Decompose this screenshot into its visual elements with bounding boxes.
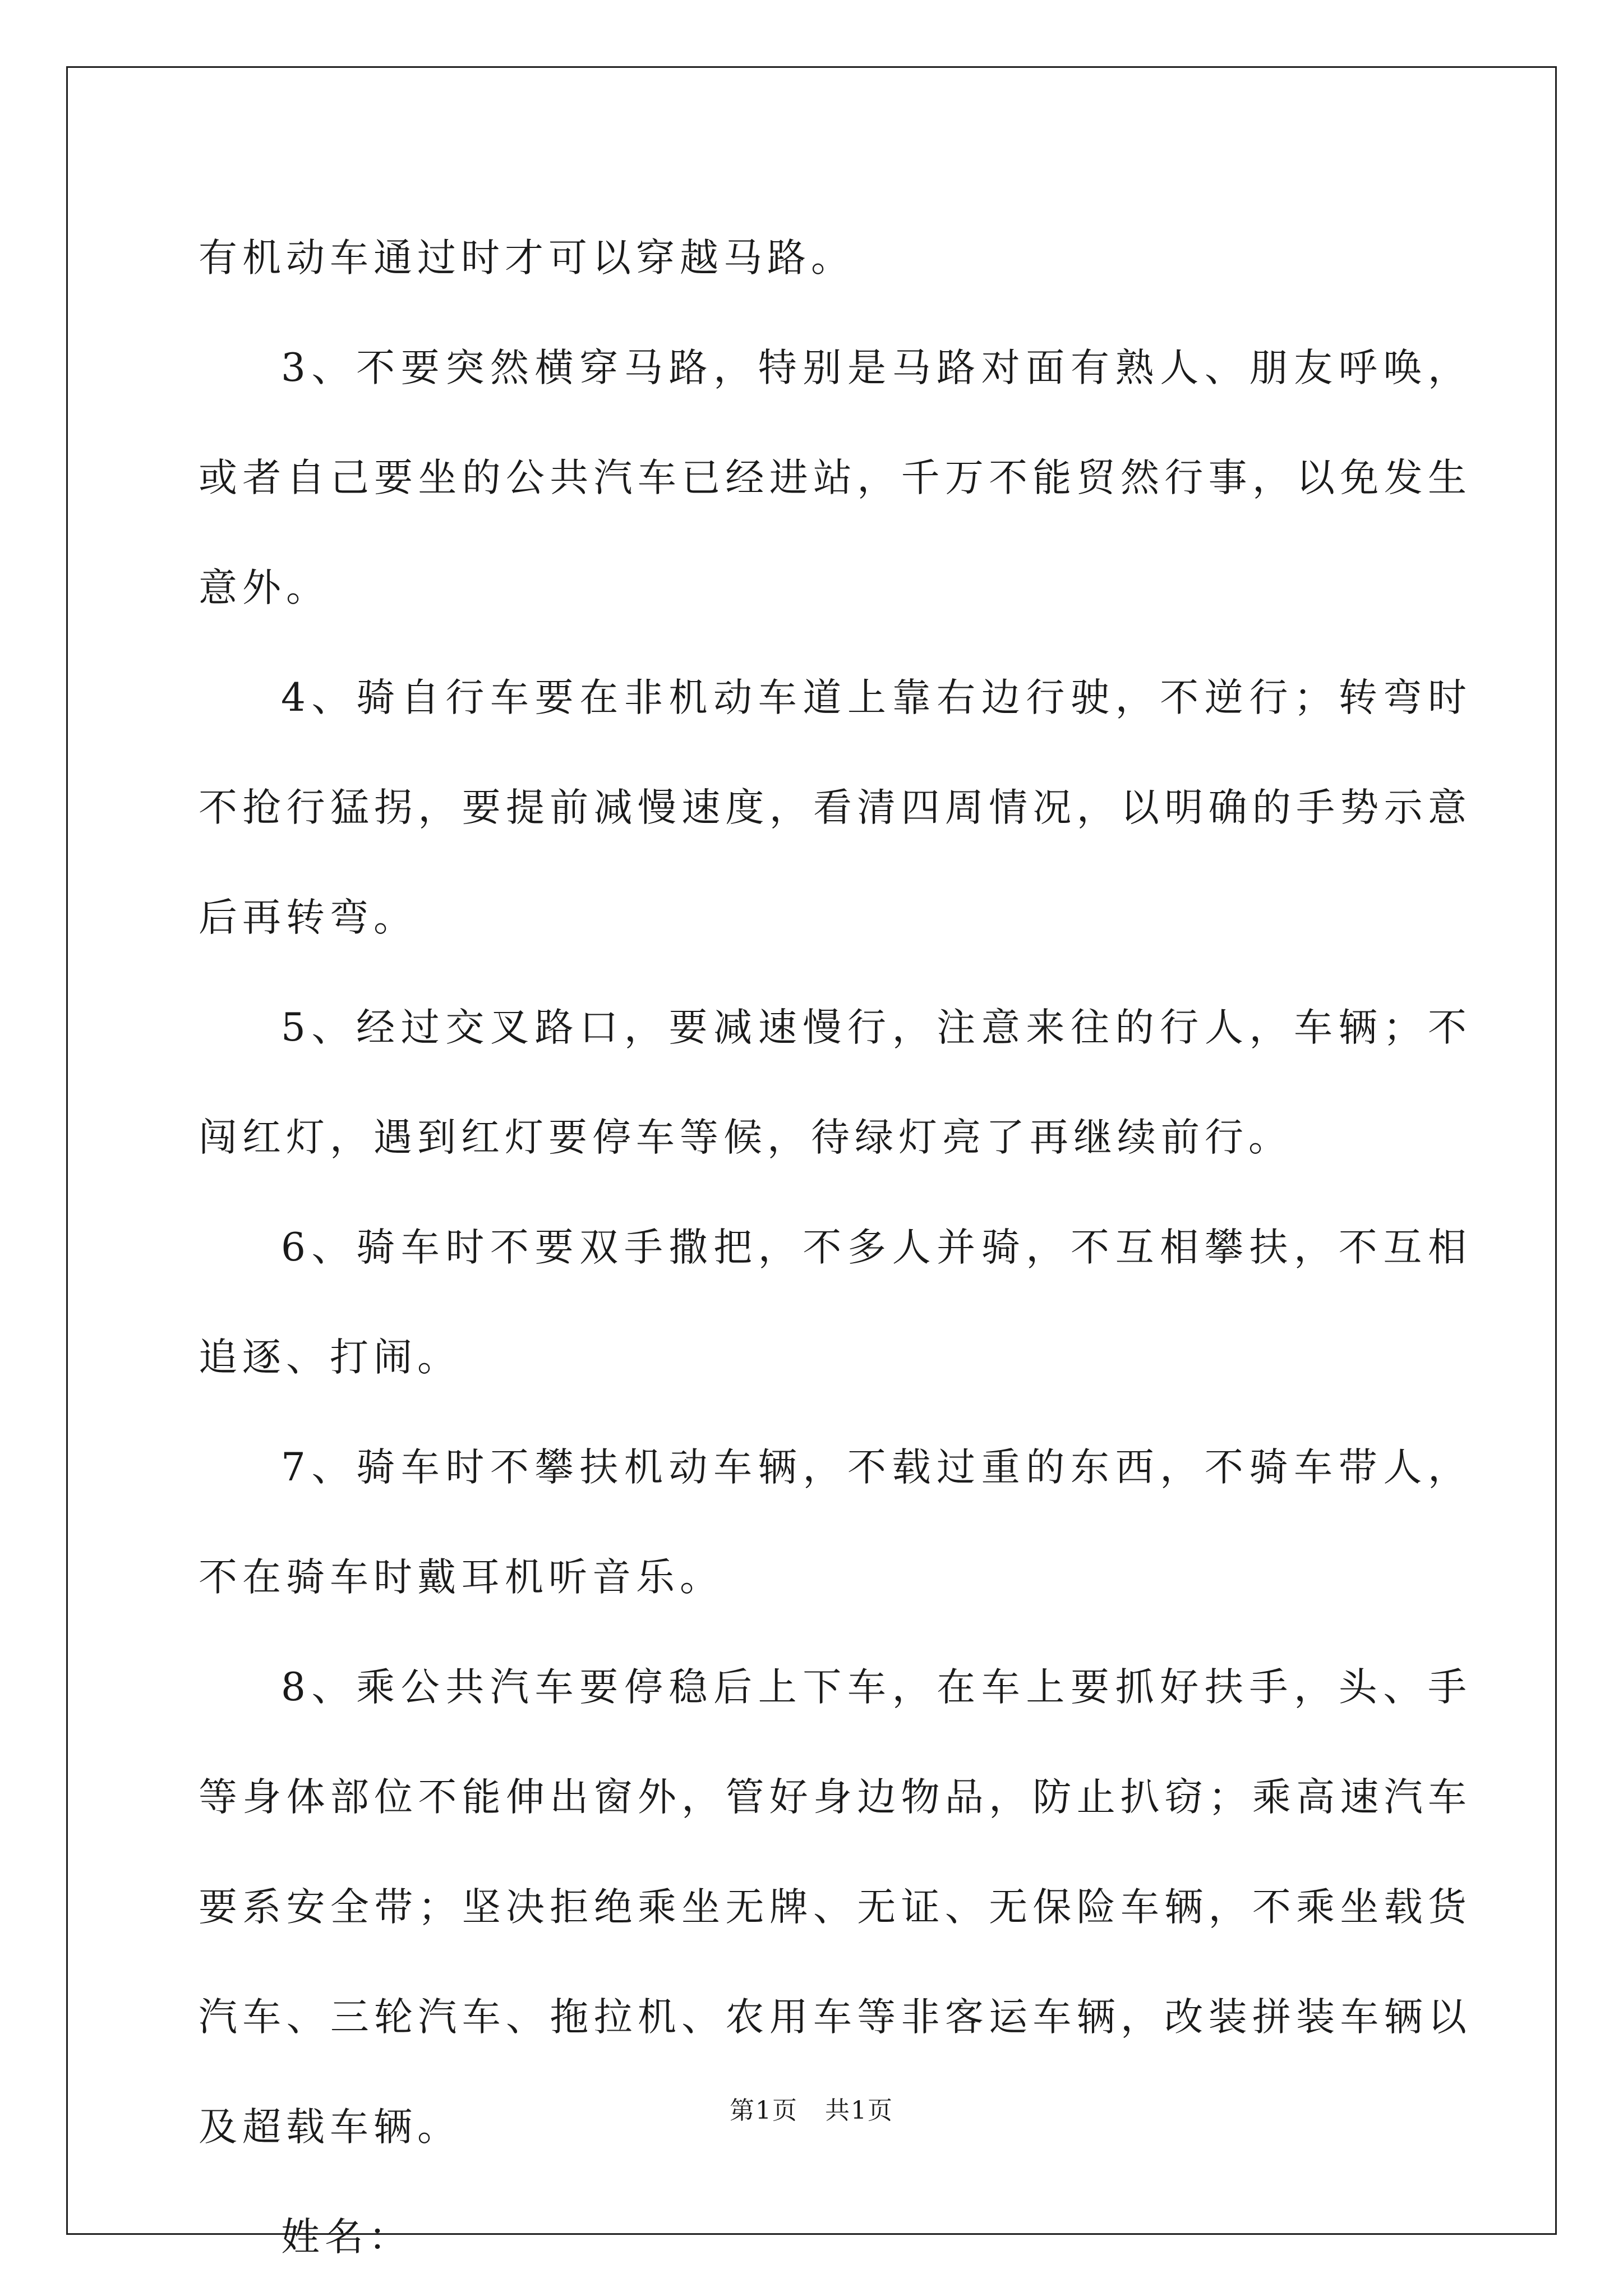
page-number-current: 第1页 <box>730 2096 798 2125</box>
paragraph-item-3: 3、不要突然横穿马路，特别是马路对面有熟人、朋友呼唤，或者自己要坐的公共汽车已经进站，千万不能贸然行事，以免发生意外。 <box>199 346 1472 610</box>
page-number-total: 共1页 <box>825 2096 893 2125</box>
document-body <box>199 203 1472 2292</box>
paragraph-item-8: 8、乘公共汽车要停稳后上下车，在车上要抓好扶手，头、手等身体部位不能伸出窗外，管好身边物品，防止扒窃；乘高速汽车要系安全带；坚决拒绝乘坐无牌、无证、无保险车辆，不乘坐载货汽车、三轮汽车、拖拉机、农用车等非客运车辆，改装拼装车辆以及超载车辆。 <box>199 1665 1472 2150</box>
name-field-label: 姓名： <box>281 2215 412 2260</box>
paragraph-item-4: 4、骑自行车要在非机动车道上靠右边行驶，不逆行；转弯时不抢行猛拐，要提前减慢速度，看清四周情况，以明确的手势示意后再转弯。 <box>199 675 1472 940</box>
page-footer <box>0 2090 1623 2126</box>
paragraph-item-7: 7、骑车时不攀扶机动车辆，不载过重的东西，不骑车带人，不在骑车时戴耳机听音乐。 <box>199 1445 1472 1600</box>
paragraph-continuation: 有机动车通过时才可以穿越马路。 <box>199 236 855 280</box>
paragraph-item-6: 6、骑车时不要双手撒把，不多人并骑，不互相攀扶，不互相追逐、打闹。 <box>199 1225 1472 1380</box>
paragraph-item-5: 5、经过交叉路口，要减速慢行，注意来往的行人，车辆；不闯红灯，遇到红灯要停车等候，待绿灯亮了再继续前行。 <box>199 1005 1472 1160</box>
